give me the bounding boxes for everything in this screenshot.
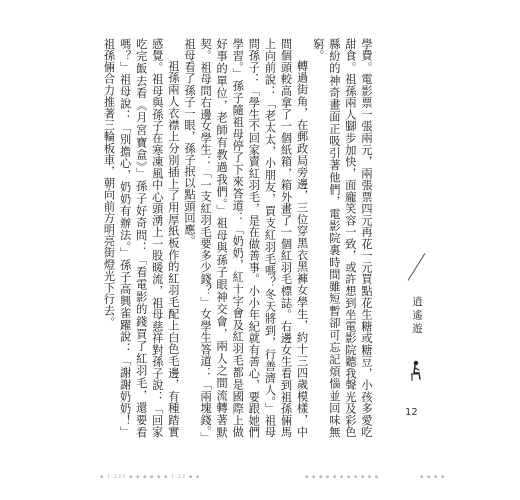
paragraph-3: 祖孫兩人衣襟上分別插上了用厚紙板作的紅羽毛配上白色毛邊，有種踏實感覺。祖母與孫子在寒凍風中心頭湧上一股暖流，祖母慈祥對孫子說：「回家吃完飯去看《月宮寶盒》」孫子好奇問：「看電影的錢買了紅羽毛，還要看嗎？」祖母說：「別擔心，奶奶有辦法。」孫子高興雀躍說：「謝謝奶奶！」祖孫倆合力推著三輪板車，朝向前方明亮街燈光下行去。 xyxy=(102,38,180,438)
running-head: 逍遙遊 xyxy=(411,296,423,337)
body-text xyxy=(102,38,374,438)
page-number: 12 xyxy=(405,407,418,418)
footer-print-info-right: ▪ ▪ ▪ ▪ xyxy=(420,474,446,480)
seated-figure-icon xyxy=(409,360,425,384)
footer-print-info-left: ▪ 1-120 ▪ ▪ ▪ ▪ ▪ ▪ 1-12 ▪ ▪ xyxy=(100,474,201,480)
footer-print-info-mid: ▪ ▪ ▪ ▪ ▪ ▪ ▪ ▪ ▪ ▪ ▪ xyxy=(305,474,380,480)
paragraph-1: 學費。電影票一張兩元，兩張票四元再花一元買點花生糖或糖豆，小孩多愛吃甜食。祖孫兩人腳步加快，面龐笑容一致，或許想到坐電影院聽我聲光及彩色縣紛的神奇畫面正吸引著他們，電影院裏時間雖短暫卻可忘記煩惱並回味無窮。 xyxy=(311,38,373,438)
paragraph-2: 轉過街角，在郵政局旁邊，三位穿黑衣黑褲女學生，約十三四歲模樣，中間個頭較高拿了一個紙箱，箱外畫了一個紅羽毛標誌。右邊女生看到祖孫倆馬上向前說：「老太太，小朋友，買支紅羽毛嗎？冬天將到，行善濟人。」祖母問孫子：「學生不回家賣紅羽毛，是在做善事。小小年紀就有善心，要跟她們學習。」孫子隨祖母停了下來答道：「奶奶，紅十字會及紅羽毛都是國際上做好事的單位，老師有教過我們。」祖母與孫子眼神交會，兩人之間流轉著默契。祖母問右邊女學生：「一支紅羽毛要多少錢？」女學生答道：「兩塊錢。」祖母看了孫子一眼，孫子抿以點頭回應。 xyxy=(182,38,309,438)
decorative-divider xyxy=(408,253,426,281)
